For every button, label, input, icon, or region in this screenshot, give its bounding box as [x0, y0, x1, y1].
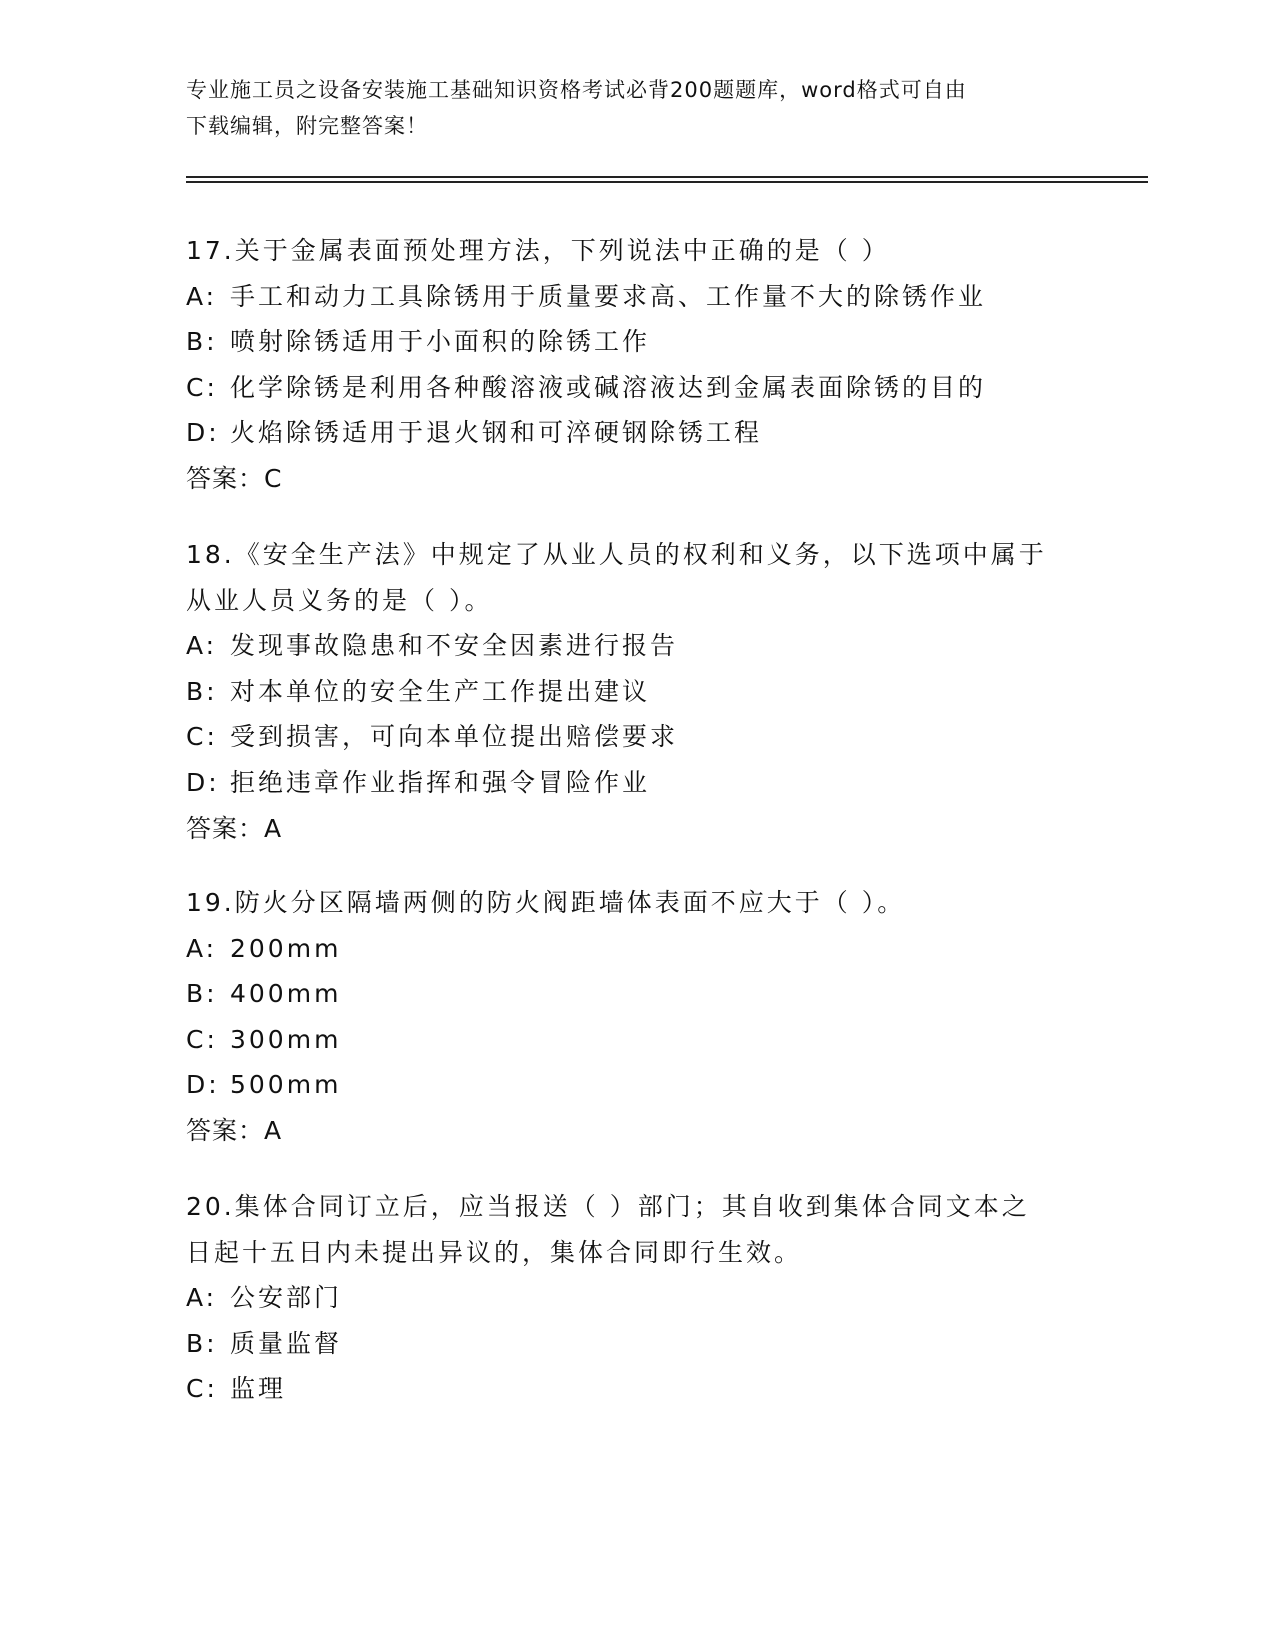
- option-text: 发现事故隐患和不安全因素进行报告: [230, 631, 679, 661]
- header-divider-bottom: [186, 181, 1148, 183]
- option-key: A:: [186, 281, 218, 311]
- option-key: A:: [186, 933, 218, 963]
- option-text: 喷射除锈适用于小面积的除锈工作: [230, 327, 651, 357]
- option-key: C:: [186, 1374, 218, 1404]
- option-a: [186, 926, 1086, 972]
- question-stem: 19.防火分区隔墙两侧的防火阀距墙体表面不应大于（ ）。: [186, 888, 906, 917]
- option-c: [186, 1366, 1086, 1412]
- option-text: 拒绝违章作业指挥和强令冒险作业: [230, 767, 651, 797]
- option-c: [186, 365, 1086, 411]
- option-key: A:: [186, 1283, 218, 1313]
- option-d: [186, 1062, 1086, 1108]
- option-key: B:: [186, 327, 218, 357]
- option-key: B:: [186, 1328, 218, 1358]
- option-text: 公安部门: [230, 1283, 343, 1313]
- question-stem-continued: 日起十五日内未提出异议的，集体合同即行生效。: [186, 1237, 803, 1267]
- option-text: 对本单位的安全生产工作提出建议: [230, 676, 651, 706]
- question-20: [186, 1184, 1086, 1412]
- option-a: [186, 1275, 1086, 1321]
- header-divider-top: [186, 176, 1148, 178]
- option-key: D:: [186, 418, 220, 448]
- option-b: [186, 1321, 1086, 1367]
- question-19: [186, 880, 1086, 1154]
- option-b: [186, 319, 1086, 365]
- option-text: 400mm: [230, 979, 342, 1009]
- option-key: C:: [186, 372, 218, 402]
- option-text: 监理: [230, 1374, 287, 1404]
- option-text: 受到损害，可向本单位提出赔偿要求: [230, 722, 679, 752]
- question-stem: 20.集体合同订立后，应当报送（ ）部门；其自收到集体合同文本之: [186, 1192, 1030, 1221]
- option-c: [186, 1017, 1086, 1063]
- option-text: 手工和动力工具除锈用于质量要求高、工作量不大的除锈作业: [230, 281, 987, 311]
- option-text: 500mm: [230, 1070, 342, 1100]
- option-b: [186, 669, 1086, 715]
- document-header: [186, 72, 1066, 144]
- option-key: B:: [186, 979, 218, 1009]
- option-text: 300mm: [230, 1024, 342, 1054]
- header-line-1: 专业施工员之设备安装施工基础知识资格考试必背200题题库，word格式可自由: [186, 78, 967, 102]
- option-d: [186, 760, 1086, 806]
- answer: 答案：A: [186, 1115, 283, 1145]
- option-a: [186, 623, 1086, 669]
- option-key: B:: [186, 676, 218, 706]
- option-b: [186, 971, 1086, 1017]
- option-key: C:: [186, 722, 218, 752]
- option-c: [186, 714, 1086, 760]
- option-key: D:: [186, 1070, 220, 1100]
- question-stem: 17.关于金属表面预处理方法，下列说法中正确的是（ ）: [186, 236, 890, 265]
- option-text: 火焰除锈适用于退火钢和可淬硬钢除锈工程: [230, 418, 763, 448]
- option-text: 200mm: [230, 933, 342, 963]
- option-a: [186, 274, 1086, 320]
- header-line-2: 下载编辑，附完整答案！: [186, 114, 428, 138]
- question-17: [186, 228, 1086, 502]
- answer: 答案：C: [186, 463, 283, 493]
- answer: 答案：A: [186, 813, 283, 843]
- option-text: 化学除锈是利用各种酸溶液或碱溶液达到金属表面除锈的目的: [230, 372, 987, 402]
- option-key: A:: [186, 631, 218, 661]
- option-key: D:: [186, 767, 220, 797]
- question-18: [186, 532, 1086, 851]
- question-stem-continued: 从业人员义务的是（ ）。: [186, 585, 493, 615]
- option-key: C:: [186, 1024, 218, 1054]
- option-d: [186, 410, 1086, 456]
- option-text: 质量监督: [230, 1328, 343, 1358]
- question-stem: 18.《安全生产法》中规定了从业人员的权利和义务，以下选项中属于: [186, 540, 1047, 569]
